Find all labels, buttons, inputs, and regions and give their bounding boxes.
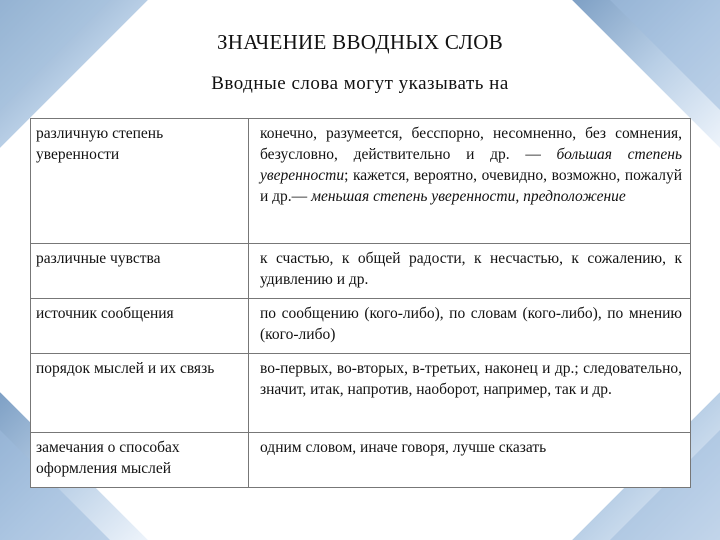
- category-cell: различные чувства: [31, 244, 249, 299]
- table-row: [31, 354, 691, 433]
- category-cell: источник сообщения: [31, 299, 249, 354]
- table-row: [31, 299, 691, 354]
- category-cell: порядок мыслей и их связь: [31, 354, 249, 433]
- examples-cell: к счастью, к общей радости, к несчастью, к сожалению, к удивлению и др.: [249, 244, 691, 299]
- examples-text: конечно, разумеется, бесспорно, несомненно, без сомнения, безусловно, действительно и др. —: [260, 125, 682, 163]
- table-row: [31, 244, 691, 299]
- page-subtitle: Вводные слова могут указывать на: [211, 73, 509, 94]
- examples-cell: по сообщению (кого-либо), по словам (кого-либо), по мнению (кого-либо): [249, 299, 691, 354]
- examples-cell: одним словом, иначе говоря, лучше сказать: [249, 433, 691, 488]
- examples-note: меньшая степень уверенности, предположение: [311, 188, 626, 205]
- category-cell: различную степень уверенности: [31, 119, 249, 244]
- examples-cell: во-первых, во-вторых, в-третьих, наконец и др.; следовательно, значит, итак, напротив, наоборот, например, так и др.: [249, 354, 691, 433]
- table-row: [31, 433, 691, 488]
- intro-words-table: [30, 118, 691, 488]
- category-cell: замечания о способах оформления мыслей: [31, 433, 249, 488]
- examples-note: большая степень уверенности: [260, 146, 682, 184]
- examples-cell: [249, 119, 691, 244]
- table-row: [31, 119, 691, 244]
- page-title: ЗНАЧЕНИЕ ВВОДНЫХ СЛОВ: [216, 30, 504, 54]
- examples-text: ; кажется, вероятно, очевидно, возможно, пожалуй и др.—: [260, 167, 682, 205]
